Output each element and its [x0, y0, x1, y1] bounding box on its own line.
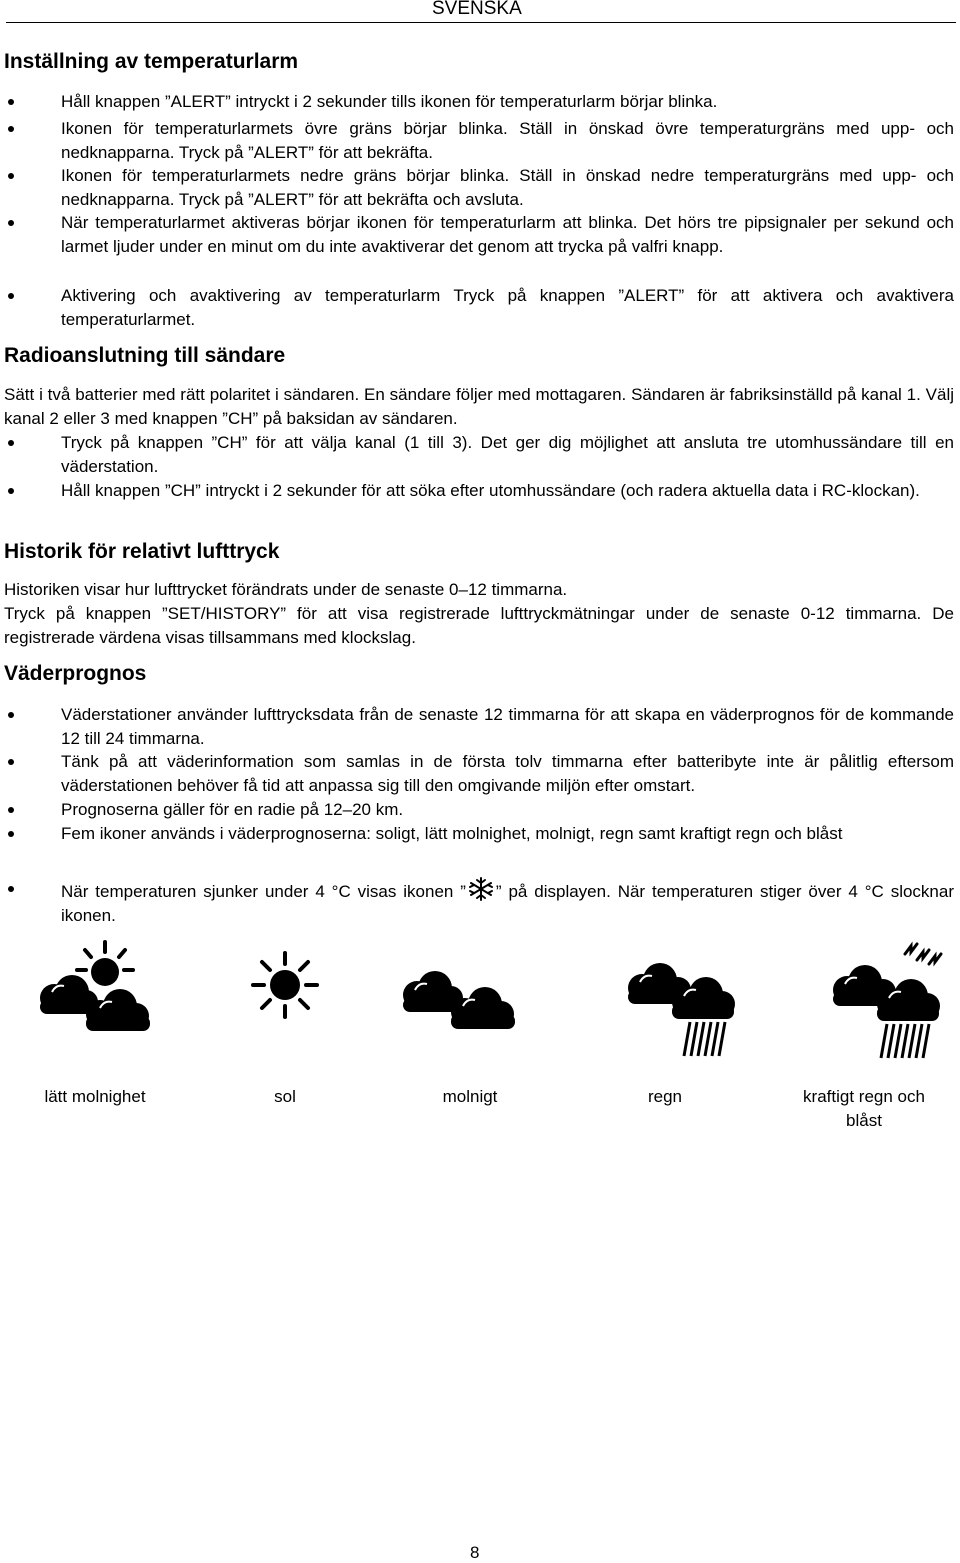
list-item: Prognoserna gäller för en radie på 12–20 km. — [61, 798, 954, 822]
list-item-frost — [61, 877, 954, 927]
frost-text-before: När temperaturen sjunker under 4 °C visas ikonen ” — [61, 882, 466, 901]
weather-label-storm: kraftigt regn och blåst — [803, 1087, 925, 1130]
paragraph-radio-intro: Sätt i två batterier med rätt polaritet i sändaren. En sändare följer med mottagaren. Sändaren är fabriksinställd på kanal 1. Välj kanal 2 eller 3 med knappen ”CH” på baksidan av sändaren. — [4, 385, 954, 428]
paragraph-history-2: Tryck på knappen ”SET/HISTORY” för att visa registrerade lufttryckmätningar under de senaste 0-12 timmarna. De registrerade värdena visas tillsammans med klockslag. — [4, 604, 954, 647]
list-item: Tryck på knappen ”CH” för att välja kanal (1 till 3). Det ger dig möjlighet att ansluta tre utomhussändare till en väderstation. — [61, 431, 954, 478]
rain-icon — [620, 960, 740, 1060]
list-item: När temperaturlarmet aktiveras börjar ikonen för temperaturlarm att blinka. Det hörs tre pipsignaler per sekund och larmet ljuder under en minut om du inte avaktiverar det genom att trycka på valfri knapp. — [61, 211, 954, 258]
list-item: Ikonen för temperaturlarmets övre gräns börjar blinka. Ställ in önskad övre temperaturgräns med upp- och nedknapparna. Tryck på ”ALERT” för att bekräfta. — [61, 117, 954, 164]
list-item: Aktivering och avaktivering av temperaturlarm Tryck på knappen ”ALERT” för att aktivera och avaktivera temperaturlarmet. — [61, 284, 954, 331]
list-item: Tänk på att väderinformation som samlas in de första tolv timmarna efter batteribyte inte är pålitlig eftersom väderstationen behöver få tid att anpassa sig till den omgivande miljön efter omstart. — [61, 750, 954, 797]
storm-icon — [825, 940, 950, 1060]
heading-radio-connection: Radioanslutning till sändare — [4, 344, 286, 367]
list-item: Ikonen för temperaturlarmets nedre gräns börjar blinka. Ställ in önskad nedre temperaturgräns med upp- och nedknapparna. Tryck på ”ALERT” för att bekräfta och avsluta. — [61, 164, 954, 211]
language-header: SVENSKA — [432, 0, 522, 19]
snowflake-icon — [466, 877, 496, 901]
weather-label-rain: regn — [647, 1087, 683, 1106]
cloudy-icon — [395, 960, 525, 1045]
page-number: 8 — [470, 1543, 480, 1562]
list-item: Håll knappen ”CH” intryckt i 2 sekunder för att söka efter utomhussändare (och radera aktuella data i RC-klockan). — [61, 479, 954, 503]
list-item: Fem ikoner används i väderprognoserna: soligt, lätt molnighet, molnigt, regn samt kraftigt regn och blåst — [61, 822, 954, 846]
sun-icon — [250, 950, 320, 1020]
heading-pressure-history: Historik för relativt lufttryck — [4, 540, 280, 563]
weather-label-partly-cloudy: lätt molnighet — [44, 1087, 146, 1106]
weather-label-sun: sol — [274, 1087, 296, 1106]
heading-weather-forecast: Väderprognos — [4, 662, 147, 685]
paragraph-history-1: Historiken visar hur lufttrycket förändrats under de senaste 0–12 timmarna. — [4, 580, 568, 599]
list-item: Håll knappen ”ALERT” intryckt i 2 sekunder tills ikonen för temperaturlarm börjar blinka. — [61, 90, 954, 114]
weather-icons-row — [0, 940, 960, 1130]
frost-text-after: ” på displayen. När temperaturen stiger över 4 °C slocknar ikonen. — [61, 882, 954, 925]
header-rule — [6, 22, 956, 23]
list-item: Väderstationer använder lufttrycksdata från de senaste 12 timmarna för att skapa en väderprognos för de kommande 12 till 24 timmarna. — [61, 703, 954, 750]
partly-cloudy-icon — [30, 940, 160, 1040]
heading-temperature-alarm: Inställning av temperaturlarm — [4, 50, 299, 73]
weather-label-cloudy: molnigt — [442, 1087, 498, 1106]
